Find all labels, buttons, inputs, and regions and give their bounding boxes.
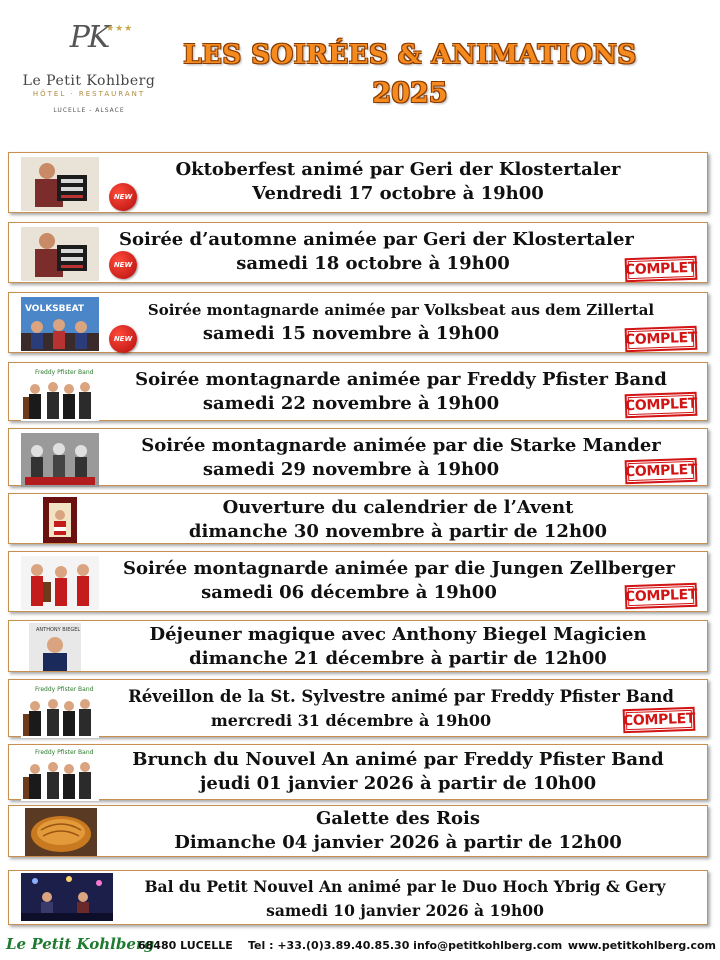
logo-stars: ★★★ <box>106 24 134 34</box>
event-card-automne <box>8 222 708 283</box>
volksbeat-logo-text: VOLKSBEAT <box>25 304 85 314</box>
footer-city: 68480 LUCELLE <box>138 939 233 952</box>
freddy-band-logo-text: Freddy Pfister Band <box>35 749 94 756</box>
freddy-band-logo-text: Freddy Pfister Band <box>35 369 94 376</box>
accordion-performer-photo <box>21 157 99 211</box>
footer-website-link[interactable]: www.petitkohlberg.com <box>567 939 716 952</box>
galette-photo <box>25 808 97 856</box>
complet-stamp: COMPLET <box>625 458 698 484</box>
footer-contact[interactable]: Tel : +33.(0)3.89.40.85.30 info@petitkohlberg.com <box>248 939 563 952</box>
logo-monogram: PK <box>69 20 109 55</box>
new-badge: NEW <box>109 325 137 353</box>
event-card-galette <box>8 805 708 857</box>
event-title: Déjeuner magique avec Anthony Biegel Magicien <box>149 624 647 645</box>
event-date: Vendredi 17 octobre à 19h00 <box>252 183 544 204</box>
hotel-logo <box>14 14 164 129</box>
page-title: LES SOIRÉES & ANIMATIONS <box>183 40 637 70</box>
event-card-oktoberfest <box>8 152 708 213</box>
freddy-pfister-band-photo <box>21 367 99 421</box>
event-card-jungen-zellberger <box>8 551 708 612</box>
event-date: samedi 15 novembre à 19h00 <box>202 323 500 344</box>
event-title: Réveillon de la St. Sylvestre animé par Freddy Pfister Band <box>128 687 674 706</box>
freddy-pfister-band-photo <box>21 684 99 738</box>
complet-stamp: COMPLET <box>625 326 698 352</box>
new-badge: NEW <box>109 183 137 211</box>
accordion-performer-photo <box>21 227 99 281</box>
event-title: Soirée d’automne animée par Geri der Klostertaler <box>119 229 634 250</box>
event-date: jeudi 01 janvier 2026 à partir de 10h00 <box>199 773 597 794</box>
event-date: mercredi 31 décembre à 19h00 <box>210 711 492 730</box>
event-card-avent <box>8 493 708 544</box>
event-card-sylvestre <box>8 679 708 737</box>
jungen-zellberger-photo <box>21 556 99 610</box>
event-card-magicien <box>8 620 708 672</box>
event-date: samedi 10 janvier 2026 à 19h00 <box>266 901 544 920</box>
footer-brand: Le Petit Kohlberg <box>6 935 155 953</box>
complet-stamp: COMPLET <box>623 707 696 733</box>
event-card-bal <box>8 870 708 925</box>
complet-stamp: COMPLET <box>625 583 698 609</box>
event-card-freddy-22-nov <box>8 362 708 421</box>
starke-mander-photo <box>21 433 99 487</box>
complet-stamp: COMPLET <box>625 392 698 418</box>
volksbeat-band-photo <box>21 297 99 351</box>
logo-name: Le Petit Kohlberg <box>22 73 156 89</box>
event-card-brunch <box>8 744 708 800</box>
event-title: Ouverture du calendrier de l’Avent <box>222 497 574 518</box>
event-date: samedi 22 novembre à 19h00 <box>202 393 500 414</box>
freddy-band-logo-text: Freddy Pfister Band <box>35 686 94 693</box>
new-badge: NEW <box>109 251 137 279</box>
event-date: dimanche 21 décembre à partir de 12h00 <box>189 648 607 669</box>
page-year: 2025 <box>372 78 448 109</box>
event-title: Brunch du Nouvel An animé par Freddy Pfister Band <box>132 749 664 770</box>
magician-poster-photo <box>29 623 81 671</box>
footer <box>0 936 720 958</box>
event-title: Oktoberfest animé par Geri der Klostertaler <box>175 159 621 180</box>
event-title: Galette des Rois <box>315 808 481 829</box>
event-title: Bal du Petit Nouvel An animé par le Duo Hoch Ybrig & Gery <box>144 877 666 896</box>
freddy-pfister-band-photo <box>21 747 99 801</box>
advent-calendar-photo <box>43 497 77 543</box>
event-title: Soirée montagnarde animée par die Jungen Zellberger <box>122 558 676 579</box>
duo-hoch-ybrig-photo <box>21 873 113 921</box>
event-date: samedi 18 octobre à 19h00 <box>236 253 510 274</box>
event-date: dimanche 30 novembre à partir de 12h00 <box>188 521 608 542</box>
event-title: Soirée montagnarde animée par die Starke Mander <box>141 435 661 456</box>
logo-location: LUCELLE - ALSACE <box>53 107 125 114</box>
event-title: Soirée montagnarde animée par Freddy Pfister Band <box>135 369 667 390</box>
biegel-poster-text: ANTHONY BIEGEL <box>36 627 81 633</box>
logo-subtitle: HÔTEL · RESTAURANT <box>32 90 146 98</box>
event-card-starke-mander <box>8 428 708 486</box>
event-date: Dimanche 04 janvier 2026 à partir de 12h00 <box>174 832 622 853</box>
event-date: samedi 29 novembre à 19h00 <box>202 459 500 480</box>
event-date: samedi 06 décembre à 19h00 <box>201 582 497 603</box>
event-card-volksbeat <box>8 292 708 353</box>
complet-stamp: COMPLET <box>625 256 698 282</box>
event-title: Soirée montagnarde animée par Volksbeat aus dem Zillertal <box>147 301 655 319</box>
